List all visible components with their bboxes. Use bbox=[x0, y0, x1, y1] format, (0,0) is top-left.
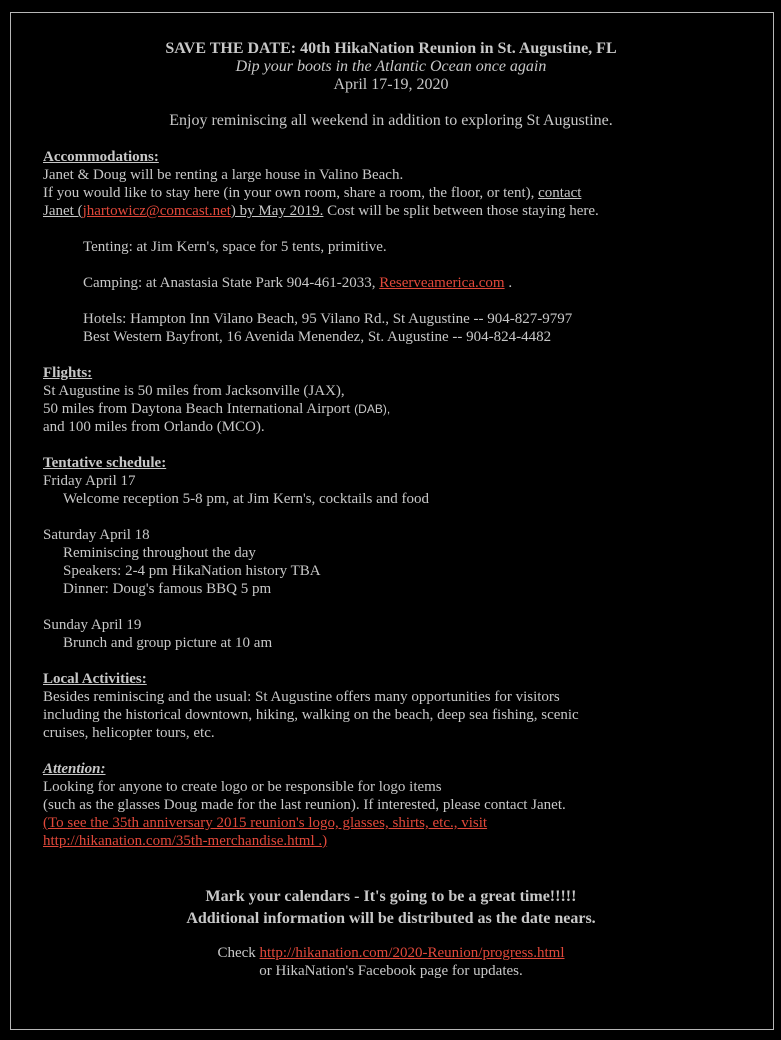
friday-item: Welcome reception 5-8 pm, at Jim Kern's, cocktails and food bbox=[63, 491, 429, 507]
camping-line bbox=[43, 274, 743, 292]
friday-label: Friday April 17 bbox=[43, 473, 136, 489]
additional-info-line: Additional information will be distributed as the date nears. bbox=[186, 910, 596, 927]
by-date-link[interactable]: ) by May 2019. bbox=[230, 203, 324, 219]
sunday-item: Brunch and group picture at 10 am bbox=[63, 635, 273, 651]
contact-link[interactable]: contact bbox=[538, 185, 582, 201]
attention-section bbox=[43, 760, 743, 850]
attention-line1: Looking for anyone to create logo or be responsible for logo items bbox=[43, 779, 442, 795]
attention-line2: (such as the glasses Doug made for the last reunion). If interested, please contact Janet. bbox=[43, 797, 566, 813]
hotel-line-1: Hotels: Hampton Inn Vilano Beach, 95 Vilano Rd., St Augustine -- 904-827-9797 bbox=[83, 311, 573, 327]
camping-post: . bbox=[504, 275, 513, 291]
saturday-item: Speakers: 2-4 pm HikaNation history TBA bbox=[63, 563, 321, 579]
facebook-line: or HikaNation's Facebook page for updates. bbox=[259, 963, 523, 979]
saturday-item: Dinner: Doug's famous BBQ 5 pm bbox=[63, 581, 272, 597]
mark-calendars-line: Mark your calendars - It's going to be a great time!!!!! bbox=[205, 888, 577, 905]
accommodations-line2-text: If you would like to stay here (in your own room, share a room, the floor, or tent), bbox=[43, 185, 539, 201]
closing-block bbox=[43, 886, 739, 930]
sunday-label: Sunday April 19 bbox=[43, 617, 142, 633]
accommodations-heading: Accommodations: bbox=[43, 149, 159, 165]
tenting-line: Tenting: at Jim Kern's, space for 5 tents, primitive. bbox=[83, 239, 387, 255]
event-date: April 17-19, 2020 bbox=[333, 76, 449, 93]
flights-section bbox=[43, 364, 743, 436]
header-block bbox=[43, 40, 739, 130]
local-line2: including the historical downtown, hiking, walking on the beach, deep sea fishing, scenic bbox=[43, 707, 579, 723]
page-subtitle: Dip your boots in the Atlantic Ocean once again bbox=[235, 58, 547, 75]
flights-line2 bbox=[43, 400, 743, 418]
saturday-label: Saturday April 18 bbox=[43, 527, 150, 543]
accommodations-line2 bbox=[43, 184, 743, 202]
progress-link[interactable]: http://hikanation.com/2020-Reunion/progress.html bbox=[259, 945, 565, 961]
merchandise-link-line1[interactable]: (To see the 35th anniversary 2015 reunion's logo, glasses, shirts, etc., visit bbox=[43, 815, 488, 831]
schedule-section bbox=[43, 454, 743, 652]
local-line1: Besides reminiscing and the usual: St Augustine offers many opportunities for visitors bbox=[43, 689, 560, 705]
flights-heading: Flights: bbox=[43, 365, 93, 381]
check-text: Check bbox=[217, 945, 260, 961]
saturday-item: Reminiscing throughout the day bbox=[63, 545, 256, 561]
hotel-line-2: Best Western Bayfront, 16 Avenida Menendez, St. Augustine -- 904-824-4482 bbox=[83, 329, 552, 345]
accommodations-line3 bbox=[43, 202, 743, 220]
reserveamerica-link[interactable]: Reserveamerica.com bbox=[379, 275, 505, 291]
local-activities-section bbox=[43, 670, 743, 742]
attention-heading: Attention: bbox=[43, 761, 106, 777]
flights-line2-small: (DAB), bbox=[354, 402, 391, 416]
check-line bbox=[43, 944, 739, 962]
enjoy-line: Enjoy reminiscing all weekend in addition to exploring St Augustine. bbox=[169, 112, 613, 129]
flights-line2-text: 50 miles from Daytona Beach International Airport bbox=[43, 401, 355, 417]
local-activities-heading: Local Activities: bbox=[43, 671, 147, 687]
contact-name-link[interactable]: Janet ( bbox=[43, 203, 83, 219]
flights-line3-text: and 100 miles from Orlando bbox=[43, 419, 213, 435]
local-line3: cruises, helicopter tours, etc. bbox=[43, 725, 215, 741]
flights-line3 bbox=[43, 418, 743, 436]
page-title: SAVE THE DATE: 40th HikaNation Reunion in St. Augustine, FL bbox=[165, 40, 617, 57]
camping-text: Camping: at Anastasia State Park 904-461-2033, bbox=[83, 275, 380, 291]
email-link[interactable]: jhartowicz@comcast.net bbox=[82, 203, 231, 219]
flights-line3-rest: (MCO). bbox=[212, 419, 265, 435]
email-body bbox=[43, 40, 743, 980]
schedule-heading: Tentative schedule: bbox=[43, 455, 167, 471]
cost-text: Cost will be split between those staying here. bbox=[323, 203, 599, 219]
accommodations-section bbox=[43, 148, 743, 346]
accommodations-line1: Janet & Doug will be renting a large house in Valino Beach. bbox=[43, 167, 404, 183]
check-block bbox=[43, 944, 739, 980]
flights-line1: St Augustine is 50 miles from Jacksonville (JAX), bbox=[43, 383, 345, 399]
merchandise-link-line2[interactable]: http://hikanation.com/35th-merchandise.html .) bbox=[43, 833, 328, 849]
